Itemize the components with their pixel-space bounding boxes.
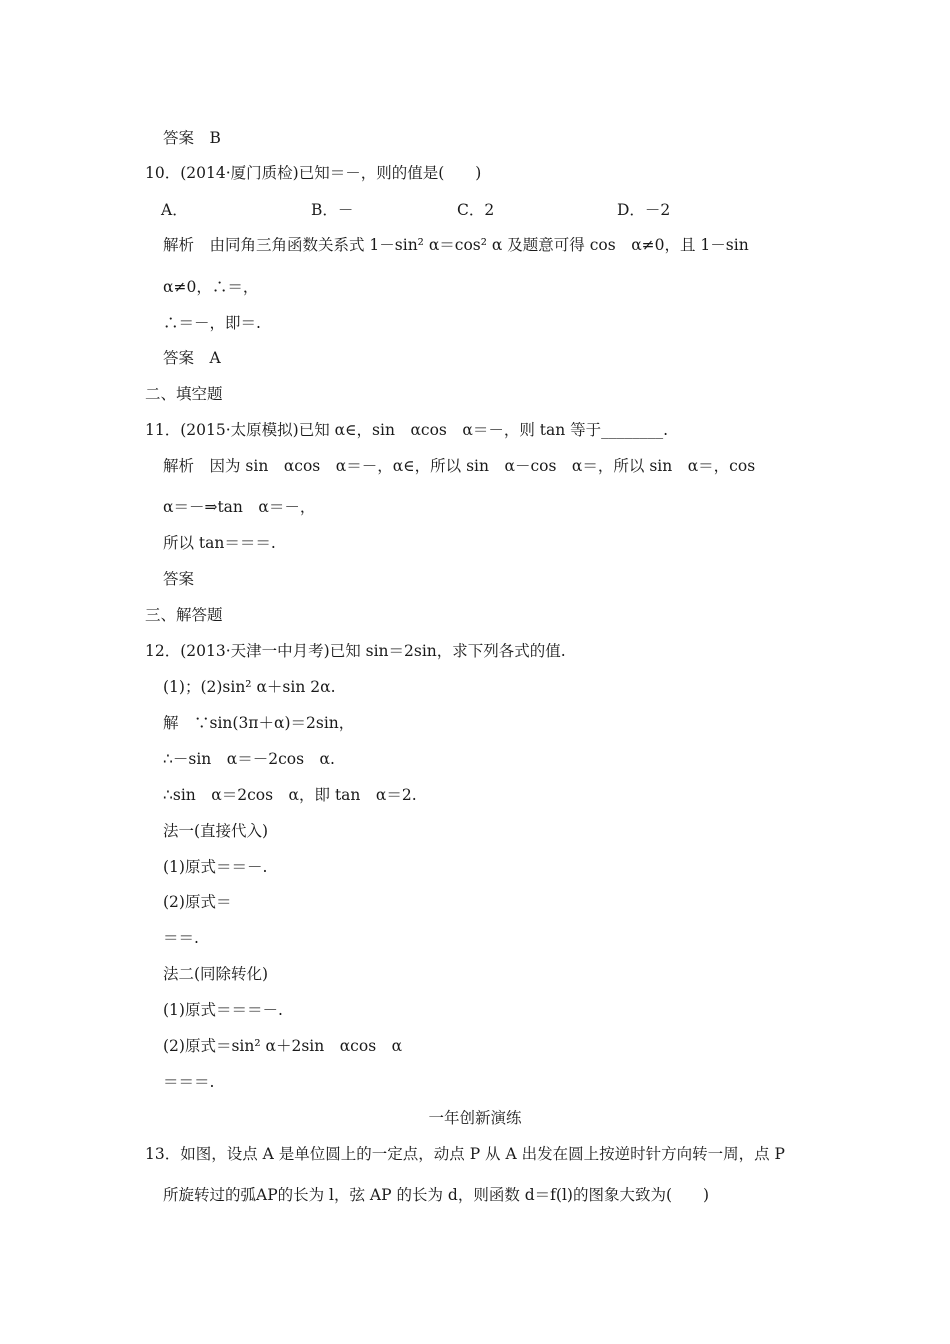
solution-line: α＝－⇒tan α＝－， (163, 498, 316, 516)
question-line: (1)；(2)sin² α＋sin 2α. (163, 678, 336, 696)
solution-line: 解 ∵sin(3π＋α)＝2sin， (163, 714, 355, 732)
solution-line: (2)原式＝sin² α＋2sin αcos α (163, 1037, 403, 1055)
option-b: B．－ (311, 201, 354, 219)
solution-line: ＝＝. (163, 929, 199, 947)
solution-line: ∴－sin α＝－2cos α. (163, 750, 335, 768)
section-heading: 三、解答题 (145, 606, 223, 624)
question-13: 13．如图，设点 A 是单位圆上的一定点，动点 P 从 A 出发在圆上按逆时针方向转一周，点 P (145, 1145, 785, 1163)
solution-line: (2)原式＝ (163, 893, 232, 911)
solution-line: ∴sin α＝2cos α，即 tan α＝2. (163, 786, 417, 804)
solution-line: 解析 由同角三角函数关系式 1－sin² α＝cos² α 及题意可得 cos α≠0，且 1－sin (163, 236, 749, 254)
method-heading: 法二(同除转化) (163, 965, 269, 983)
solution-line: α≠0，∴＝， (163, 278, 259, 296)
question-12: 12．(2013·天津一中月考)已知 sin＝2sin，求下列各式的值. (145, 642, 566, 660)
section-heading: 二、填空题 (145, 385, 223, 403)
option-d: D．－2 (617, 201, 671, 219)
answer-line: 答案 (163, 570, 195, 588)
section-title: 一年创新演练 (428, 1109, 522, 1127)
answer-line: 答案 A (163, 349, 221, 367)
question-10: 10．(2014·厦门质检)已知＝－，则的值是( ) (145, 164, 482, 182)
answer-line: 答案 B (163, 129, 221, 147)
option-a: A． (161, 201, 188, 219)
option-c: C．2 (457, 201, 495, 219)
solution-line: (1)原式＝＝－. (163, 858, 268, 876)
method-heading: 法一(直接代入) (163, 822, 269, 840)
solution-line: 所以 tan＝＝＝. (163, 534, 276, 552)
solution-line: ＝＝＝. (163, 1073, 215, 1091)
solution-line: ∴＝－，即＝. (163, 314, 261, 332)
question-line: 所旋转过的弧AP的长为 l，弦 AP 的长为 d，则函数 d＝f(l)的图象大致为( ) (163, 1186, 710, 1204)
solution-line: 解析 因为 sin αcos α＝－，α∈，所以 sin α－cos α＝，所以 sin α＝，cos (163, 457, 756, 475)
solution-line: (1)原式＝＝＝－. (163, 1001, 283, 1019)
question-11: 11．(2015·太原模拟)已知 α∈，sin αcos α＝－，则 tan 等于________. (145, 421, 669, 439)
